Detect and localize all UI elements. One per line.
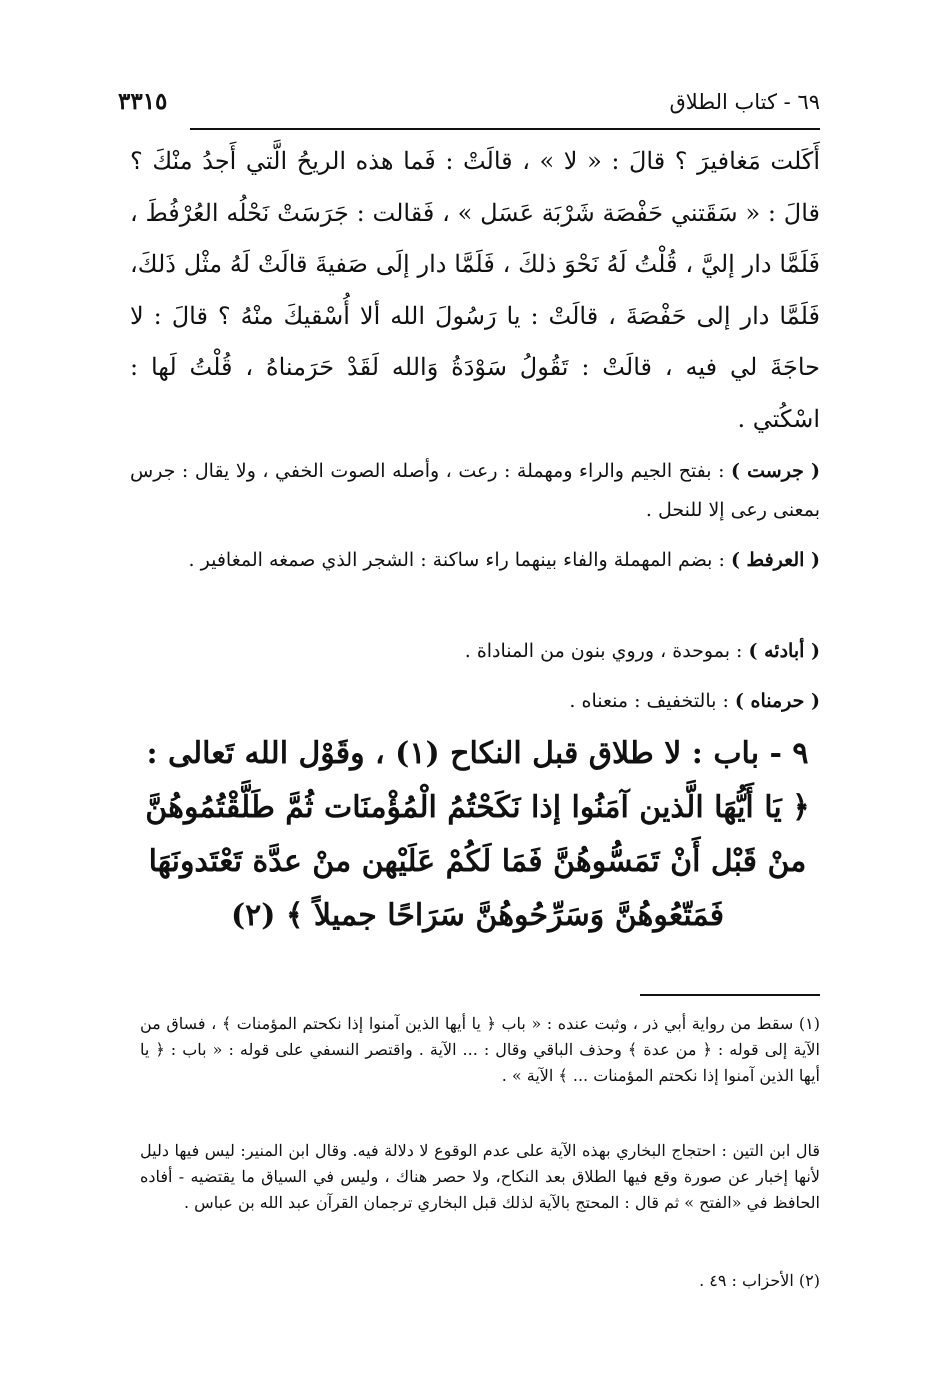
chapter-heading: ٩ - باب : لا طلاق قبل النكاح (١) ، وقَوْل الله تَعالى : ﴿ يَا أَيُّهَا الَّذين آمَنُوا إذا نَكَحْتُمُ الْمُؤْمنَات ثُمَّ طَلَّقْتُمُوهُنَّ منْ قَبْل أَنْ تَمَسُّوهُنَّ فَمَا لَكُمْ عَلَيْهن منْ عدَّة تَعْتَدونَهَا فَمَتّعُوهُنَّ وَسَرِّحُوهُنَّ سَرَاحًا جميلاً ﴾ (٢) xyxy=(145,736,810,933)
footnote-1-continued: قال ابن التين : احتجاج البخاري بهذه الآية على عدم الوقوع لا دلالة فيه. وقال ابن المنير: ليس فيها دليل لأنها إخبار عن صورة وقع فيها الطلاق بعد النكاح، ولا حصر هناك ، وليس في السياق ما يقتضيه - أفاده الحافظ في «الفتح » ثم قال : المحتج بالآية لذلك قبل البخاري ترجمان القرآن عبد الله بن عباس . xyxy=(140,1141,820,1212)
header-rule xyxy=(190,128,820,130)
footnote-number: (٢) xyxy=(798,1271,820,1290)
gloss-abadiuh xyxy=(130,632,820,671)
gloss-term: ( العرفط ) xyxy=(730,549,820,571)
gloss-definition: : بموحدة ، وروي بنون من المناداة . xyxy=(464,640,749,662)
gloss-definition: : بالتخفيف : منعناه . xyxy=(569,690,735,712)
page-number: ٣٣١٥ xyxy=(118,88,168,115)
gloss-term: ( جرست ) xyxy=(731,460,820,482)
gloss-jarasat xyxy=(130,452,820,530)
gloss-term: ( حرمناه ) xyxy=(734,690,820,712)
footnote-text: الأحزاب : ٤٩ . xyxy=(699,1271,794,1290)
footnote-text: سقط من رواية أبي ذر ، وثبت عنده : « باب ﴿ يا أيها الذين آمنوا إذا نكحتم المؤمنات ﴾ ، فساق من الآية إلى قوله : ﴿ من عدة ﴾ وحذف الباقي وقال : ... الآية . واقتصر النسفي على قوله : « باب : ﴿ يا أيها الذين آمنوا إذا نكحتم المؤمنات ... ﴾ الآية » . xyxy=(140,1014,820,1085)
gloss-term: ( أبادئه ) xyxy=(748,640,820,662)
footnote-rule xyxy=(640,994,820,996)
gloss-harramnah xyxy=(130,682,820,721)
page-header xyxy=(118,82,820,122)
footnote-2 xyxy=(140,1268,820,1294)
hadith-text: أَكَلت مَغافيرَ ؟ قالَ : « لا » ، قالَتْ : فَما هذه الريحُ الَّتي أَجدُ منْكَ ؟ قالَ : « سَقَتني حَفْصَة شَرْبَة عَسَل » ، فَقالت : جَرَسَتْ نَحْلُه العُرْفُطَ ، فَلَمَّا دار إليَّ ، قُلْتُ لَهُ نَحْوَ ذلكَ ، فَلَمَّا دار إلَى صَفيةَ قالَتْ لَهُ مثْل ذَلكَ، فَلَمَّا دار إلى حَفْصَةَ ، قالَتْ : يا رَسُولَ الله ألا أُسْقيكَ منْهُ ؟ قالَ : لا حاجَةَ لي فيه ، قالَتْ : تَقُولُ سَوْدَةُ وَالله لَقَدْ حَرَمناهُ ، قُلْتُ لَها : اسْكُتي . xyxy=(130,147,820,433)
footnote-number: (١) xyxy=(798,1014,820,1033)
gloss-definition: : بضم المهملة والفاء بينهما راء ساكنة : الشجر الذي صمغه المغافير . xyxy=(188,549,731,571)
gloss-urfut xyxy=(130,541,820,580)
gloss-definition: : بفتح الجيم والراء ومهملة : رعت ، وأصله الصوت الخفي ، ولا يقال : جرس بمعنى رعى إلا للنحل . xyxy=(130,460,820,521)
footnote-1 xyxy=(140,1011,820,1089)
running-title: ٦٩ - كتاب الطلاق xyxy=(669,90,820,114)
